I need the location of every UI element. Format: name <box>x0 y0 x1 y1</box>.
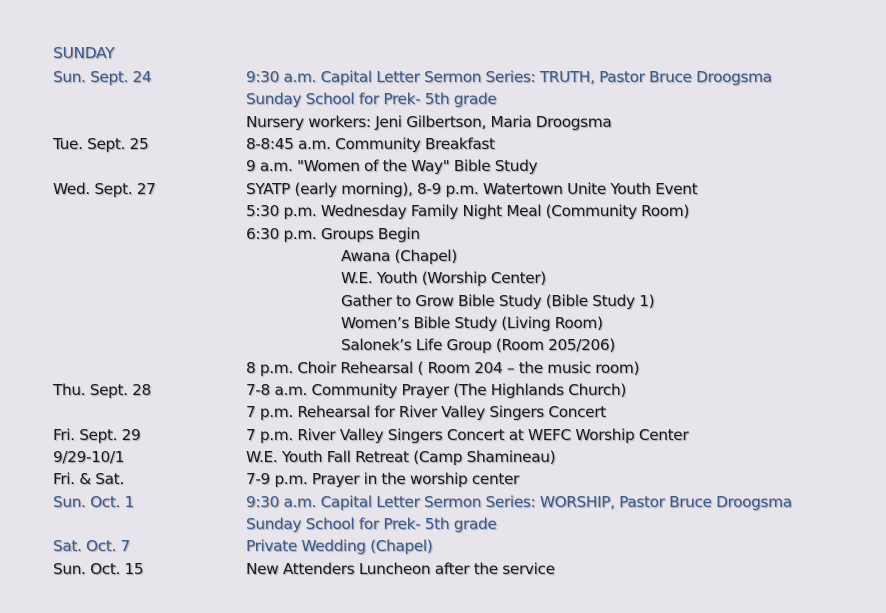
schedule-event: Private Wedding (Chapel) <box>246 537 433 556</box>
schedule-event: 8-8:45 a.m. Community Breakfast <box>246 135 495 154</box>
schedule-date: Sun. Sept. 24 <box>53 68 152 86</box>
schedule-row <box>0 401 886 423</box>
schedule-row <box>0 513 886 535</box>
schedule-row <box>0 424 886 446</box>
schedule-subevent: Gather to Grow Bible Study (Bible Study 1) <box>341 291 655 310</box>
schedule-event: 7-8 a.m. Community Prayer (The Highlands Church) <box>246 380 626 399</box>
schedule-row <box>0 245 886 267</box>
schedule-row <box>0 223 886 245</box>
schedule-event: 8 p.m. Choir Rehearsal ( Room 204 – the music room) <box>246 358 640 377</box>
schedule-row <box>0 446 886 468</box>
schedule-row <box>0 379 886 401</box>
schedule-event: 9:30 a.m. Capital Letter Sermon Series: TRUTH, Pastor Bruce Droogsma <box>246 68 772 86</box>
schedule-event: 7-9 p.m. Prayer in the worship center <box>246 470 519 489</box>
schedule-subevent: Salonek’s Life Group (Room 205/206) <box>341 336 615 355</box>
schedule-row <box>0 491 886 513</box>
schedule-row <box>0 312 886 334</box>
schedule-date: Tue. Sept. 25 <box>53 135 149 154</box>
schedule-event: SYATP (early morning), 8-9 p.m. Watertown Unite Youth Event <box>246 179 698 198</box>
schedule-date: Sat. Oct. 7 <box>53 537 130 556</box>
schedule-subevent: W.E. Youth (Worship Center) <box>341 269 546 288</box>
schedule-row <box>0 133 886 155</box>
schedule-event: 7 p.m. River Valley Singers Concert at WEFC Worship Center <box>246 425 689 444</box>
section-heading: SUNDAY <box>53 44 115 62</box>
schedule-row <box>0 111 886 133</box>
schedule-row <box>0 334 886 356</box>
schedule-event: New Attenders Luncheon after the service <box>246 559 555 578</box>
schedule-date: Fri. & Sat. <box>53 470 124 489</box>
schedule-row <box>0 88 886 110</box>
schedule-subevent: Awana (Chapel) <box>341 246 457 265</box>
schedule-row <box>0 178 886 200</box>
schedule-event: W.E. Youth Fall Retreat (Camp Shamineau) <box>246 448 556 466</box>
schedule-subevent: Women’s Bible Study (Living Room) <box>341 313 603 332</box>
schedule-row <box>0 357 886 379</box>
schedule-event: 5:30 p.m. Wednesday Family Night Meal (Community Room) <box>246 202 689 221</box>
schedule-date: Sun. Oct. 1 <box>53 492 134 511</box>
schedule-date: Thu. Sept. 28 <box>53 380 151 399</box>
schedule-row <box>0 535 886 557</box>
schedule-date: Fri. Sept. 29 <box>53 425 141 444</box>
schedule-row <box>0 66 886 88</box>
schedule-row <box>0 468 886 490</box>
schedule-event: 7 p.m. Rehearsal for River Valley Singers Concert <box>246 403 606 422</box>
schedule-date: 9/29-10/1 <box>53 448 125 466</box>
schedule-row <box>0 290 886 312</box>
schedule-row <box>0 267 886 289</box>
schedule-event: 9:30 a.m. Capital Letter Sermon Series: WORSHIP, Pastor Bruce Droogsma <box>246 492 792 511</box>
schedule-row <box>0 155 886 177</box>
schedule-event: Nursery workers: Jeni Gilbertson, Maria Droogsma <box>246 112 612 131</box>
schedule-event: 6:30 p.m. Groups Begin <box>246 224 420 243</box>
schedule-event: Sunday School for Prek- 5th grade <box>246 90 497 109</box>
schedule-date: Sun. Oct. 15 <box>53 559 144 578</box>
schedule-row <box>0 558 886 580</box>
schedule-date: Wed. Sept. 27 <box>53 179 156 198</box>
schedule-row <box>0 200 886 222</box>
schedule-event: Sunday School for Prek- 5th grade <box>246 515 497 533</box>
schedule-event: 9 a.m. "Women of the Way" Bible Study <box>246 157 538 176</box>
